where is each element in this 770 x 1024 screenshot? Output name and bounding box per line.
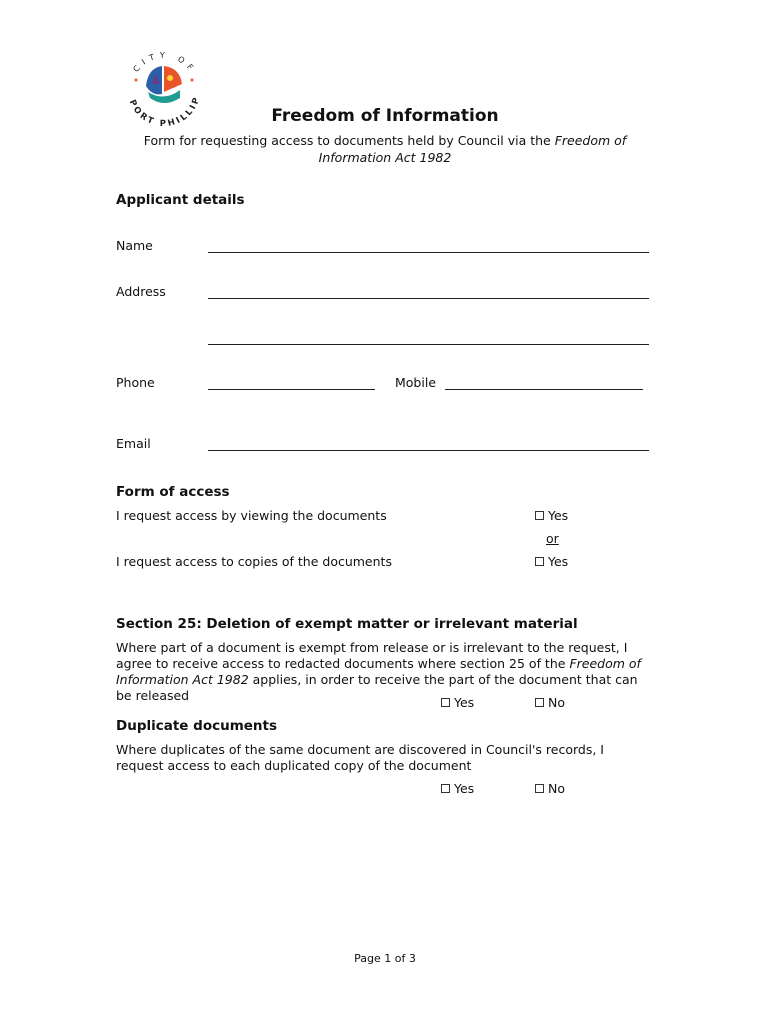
phone-label: Phone [116, 375, 155, 390]
form-of-access-heading: Form of access [116, 484, 230, 500]
section25-heading: Section 25: Deletion of exempt matter or irrelevant material [116, 616, 578, 632]
logo-bottom-text: PORT PHILLIP [126, 94, 203, 130]
section25-no-label: No [548, 695, 565, 710]
duplicates-no-option[interactable] [535, 781, 565, 796]
duplicates-text: Where duplicates of the same document are discovered in Council's records, I request access to each duplicated copy of the document [116, 742, 604, 773]
section25-text-b: applies, in order to receive the part of the document that can be released [116, 672, 638, 703]
or-separator: or [546, 531, 559, 546]
mobile-field[interactable] [445, 375, 643, 390]
section25-no-checkbox[interactable] [535, 698, 544, 707]
view-documents-yes-label: Yes [548, 508, 569, 523]
duplicates-no-label: No [548, 781, 565, 796]
mobile-label: Mobile [395, 375, 437, 390]
copies-documents-yes-label: Yes [548, 554, 569, 569]
address-field-line2[interactable] [208, 330, 649, 345]
copies-documents-yes-checkbox[interactable] [535, 557, 544, 566]
name-field[interactable] [208, 238, 649, 253]
address-label: Address [116, 284, 166, 299]
subtitle-text: Form for requesting access to documents held by Council via the [143, 133, 555, 148]
duplicates-heading: Duplicate documents [116, 718, 278, 734]
phone-field[interactable] [208, 375, 375, 390]
page-number: Page 1 of 3 [354, 952, 416, 965]
duplicates-yes-checkbox[interactable] [441, 784, 450, 793]
section25-yes-checkbox[interactable] [441, 698, 450, 707]
copies-documents-yes-option[interactable] [535, 554, 568, 569]
view-documents-yes-option[interactable] [535, 508, 568, 523]
email-field[interactable] [208, 436, 649, 451]
page-subtitle [130, 132, 640, 166]
section25-text-a: Where part of a document is exempt from release or is irrelevant to the request, I agree to receive access to redacted documents where section 25 of the [116, 640, 628, 671]
applicant-details-heading: Applicant details [116, 192, 245, 208]
view-documents-text: I request access by viewing the documents [116, 508, 387, 523]
view-documents-yes-checkbox[interactable] [535, 511, 544, 520]
duplicates-no-checkbox[interactable] [535, 784, 544, 793]
email-label: Email [116, 436, 151, 451]
copies-documents-text: I request access to copies of the documents [116, 554, 392, 569]
section25-yes-option[interactable] [441, 695, 474, 710]
section25-yes-label: Yes [454, 695, 475, 710]
section25-no-option[interactable] [535, 695, 565, 710]
name-label: Name [116, 238, 153, 253]
subtitle-act-name: Freedom of Information Act 1982 [318, 133, 627, 165]
page-title: Freedom of Information [271, 106, 499, 126]
section25-text [116, 640, 656, 704]
duplicates-yes-option[interactable] [441, 781, 474, 796]
address-field-line1[interactable] [208, 284, 649, 299]
section25-act-name: Freedom of Information Act 1982 [116, 656, 641, 687]
duplicates-yes-label: Yes [454, 781, 475, 796]
logo-top-text: CITY OF [131, 50, 198, 76]
